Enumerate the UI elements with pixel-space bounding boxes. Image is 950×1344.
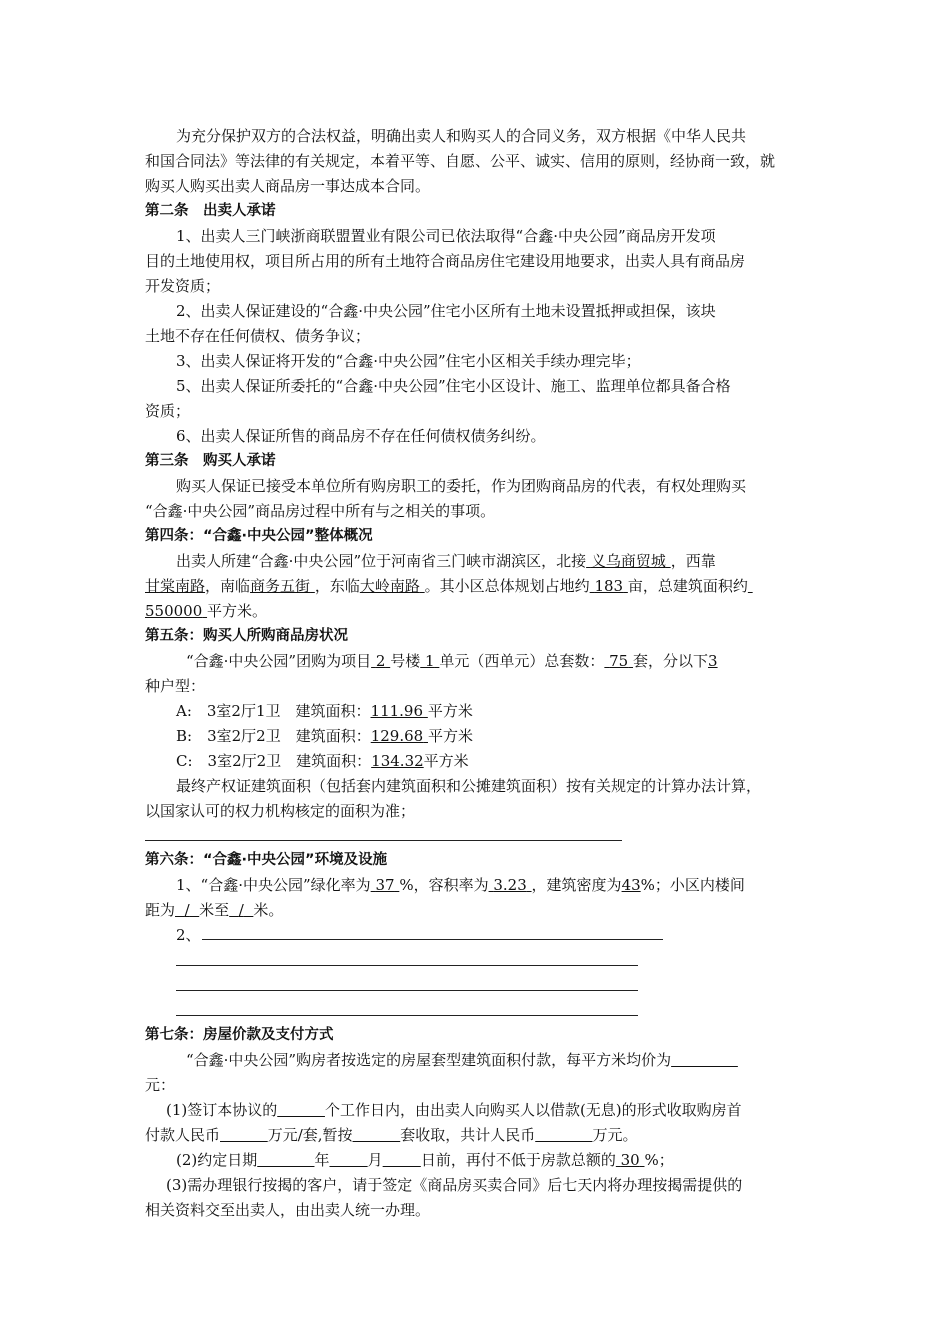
art7-p3-line-2: 相关资料交至出卖人，由出卖人统一办理。 [145,1201,431,1219]
unit-b-area: 129.68 [370,727,424,745]
art4-text: 出卖人所建“合鑫·中央公园”位于河南省三门峡市湖滨区，北接 [176,552,587,570]
art7-p3-line-1: (3)需办理银行按揭的客户，请于签定《商品房买卖合同》后七天内将办理按揭需提供的 [166,1176,743,1194]
art6-item-2: 2、 [176,926,201,944]
west-boundary: 甘棠南路 [145,577,206,595]
payment-percent: 30 [620,1151,640,1169]
unit-number: 1 [425,652,435,670]
intro-line-2: 和国合同法》等法律的有关规定，本着平等、自愿、公平、诚实、信用的原则，经协商一致，就 [145,152,776,170]
article-7-heading: 第七条：房屋价款及支付方式 [145,1027,334,1043]
art7-line-2: 元： [145,1076,176,1094]
units-blank [353,1126,401,1144]
building-number: 2 [375,652,386,670]
art2-p5-line-2: 资质； [145,402,191,420]
art5-line-1: “合鑫·中央公园”团购为项目 2 号楼 1 单元（西单元）总套数： 75 套，分以下3 [186,652,718,670]
art5-line-2: 种户型： [145,677,206,695]
unit-c-area: 134.32 [371,752,424,770]
unit-type-c: C: 3室2厅2卫 建筑面积：134.32平方米 [176,752,469,770]
art2-p1-line-1: 1、出卖人三门峡浙商联盟置业有限公司已依法取得“合鑫·中央公园”商品房开发项 [176,227,716,245]
unit-price-blank [671,1051,738,1069]
day-blank [383,1151,421,1169]
article-5-heading: 第五条：购买人所购商品房状况 [145,628,348,644]
art2-p3: 3、出卖人保证将开发的“合鑫·中央公园”住宅小区相关手续办理完毕； [176,352,641,370]
art6-line-1: 1、“合鑫·中央公园”绿化率为 37 %，容积率为 3.23 ，建筑密度为43%；小区内楼间 [176,876,745,894]
total-amount-blank [535,1126,592,1144]
art7-line-1: “合鑫·中央公园”购房者按选定的房屋套型建筑面积付款，每平方米均价为 [186,1049,738,1071]
art7-p1-line-1: (1)签订本协议的 个工作日内，由出卖人向购买人以借款(无息)的形式收取购房首 [166,1101,742,1119]
article-6-heading: 第六条：“合鑫·中央公园”环境及设施 [145,852,388,868]
art4-line-3: 550000 平方米。 [145,602,268,620]
land-area: 183 [594,577,624,595]
art3-line-2: “合鑫·中央公园”商品房过程中所有与之相关的事项。 [145,502,496,520]
art7-p1-line-2: 付款人民币 万元/套,暂按 套收取，共计人民币 万元。 [145,1126,638,1144]
unit-type-b: B: 3室2厅2卫 建筑面积：129.68 平方米 [176,727,474,745]
type-count: 3 [708,652,718,670]
article-2-heading: 第二条 出卖人承诺 [145,203,276,219]
south-boundary: 商务五街 [250,577,311,595]
blank-line [145,840,622,841]
workdays-blank [277,1101,325,1119]
intro-line-3: 购买人购买出卖人商品房一事达成本合同。 [145,177,431,195]
unit-type-a: A: 3室2厅1卫 建筑面积：111.96 平方米 [176,702,473,720]
art3-line-1: 购买人保证已接受本单位所有购房职工的委托，作为团购商品房的代表，有权处理购买 [176,477,747,495]
unit-a-area: 111.96 [370,702,424,720]
year-blank [257,1151,314,1169]
area-blank [748,577,753,595]
north-boundary: 义乌商贸城 [590,552,666,570]
blank-line [176,1015,638,1016]
blank-line [202,939,663,940]
spacing-min: / [184,901,190,919]
spacing-max: / [238,901,244,919]
intro-line-1: 为充分保护双方的合法权益，明确出卖人和购买人的合同义务，双方根据《中华人民共 [176,127,747,145]
total-units: 75 [609,652,629,670]
art5-note-line-2: 以国家认可的权力机构核定的面积为准； [145,802,416,820]
east-boundary: 大岭南路 [359,577,420,595]
floor-area-ratio: 3.23 [493,876,527,894]
article-3-heading: 第三条 购买人承诺 [145,453,276,469]
greening-rate: 37 [375,876,395,894]
art4-line-1 [176,550,716,572]
blank-line [176,965,638,966]
art7-p2: (2)约定日期 年 月 日前，再付不低于房款总额的 30 %； [176,1151,674,1169]
art2-p2-line-1: 2、出卖人保证建设的“合鑫·中央公园”住宅小区所有土地未设置抵押或担保，该块 [176,302,716,320]
art4-text: ，西靠 [670,552,716,570]
art2-p2-line-2: 土地不存在任何债权、债务争议； [145,327,371,345]
art5-note-line-1: 最终产权证建筑面积（包括套内建筑面积和公摊建筑面积）按有关规定的计算办法计算， [176,777,762,795]
article-4-heading: 第四条：“合鑫·中央公园”整体概况 [145,528,373,544]
total-building-area: 550000 [145,602,203,620]
art2-p6: 6、出卖人保证所售的商品房不存在任何债权债务纠纷。 [176,427,546,445]
month-blank [329,1151,367,1169]
art6-line-2: 距为 / 米至 / 米。 [145,901,284,919]
building-density: 43 [621,876,641,894]
down-payment-blank [220,1126,268,1144]
art2-p5-line-1: 5、出卖人保证所委托的“合鑫·中央公园”住宅小区设计、施工、监理单位都具备合格 [176,377,731,395]
art2-p1-line-2: 目的土地使用权，项目所占用的所有土地符合商品房住宅建设用地要求，出卖人具有商品房 [145,252,746,270]
art4-line-2: 甘棠南路，南临商务五街 ，东临大岭南路 。其小区总体规划占地约 183 亩，总建筑面积约 [145,575,753,597]
art2-p1-line-3: 开发资质； [145,277,221,295]
blank-line [176,990,638,991]
